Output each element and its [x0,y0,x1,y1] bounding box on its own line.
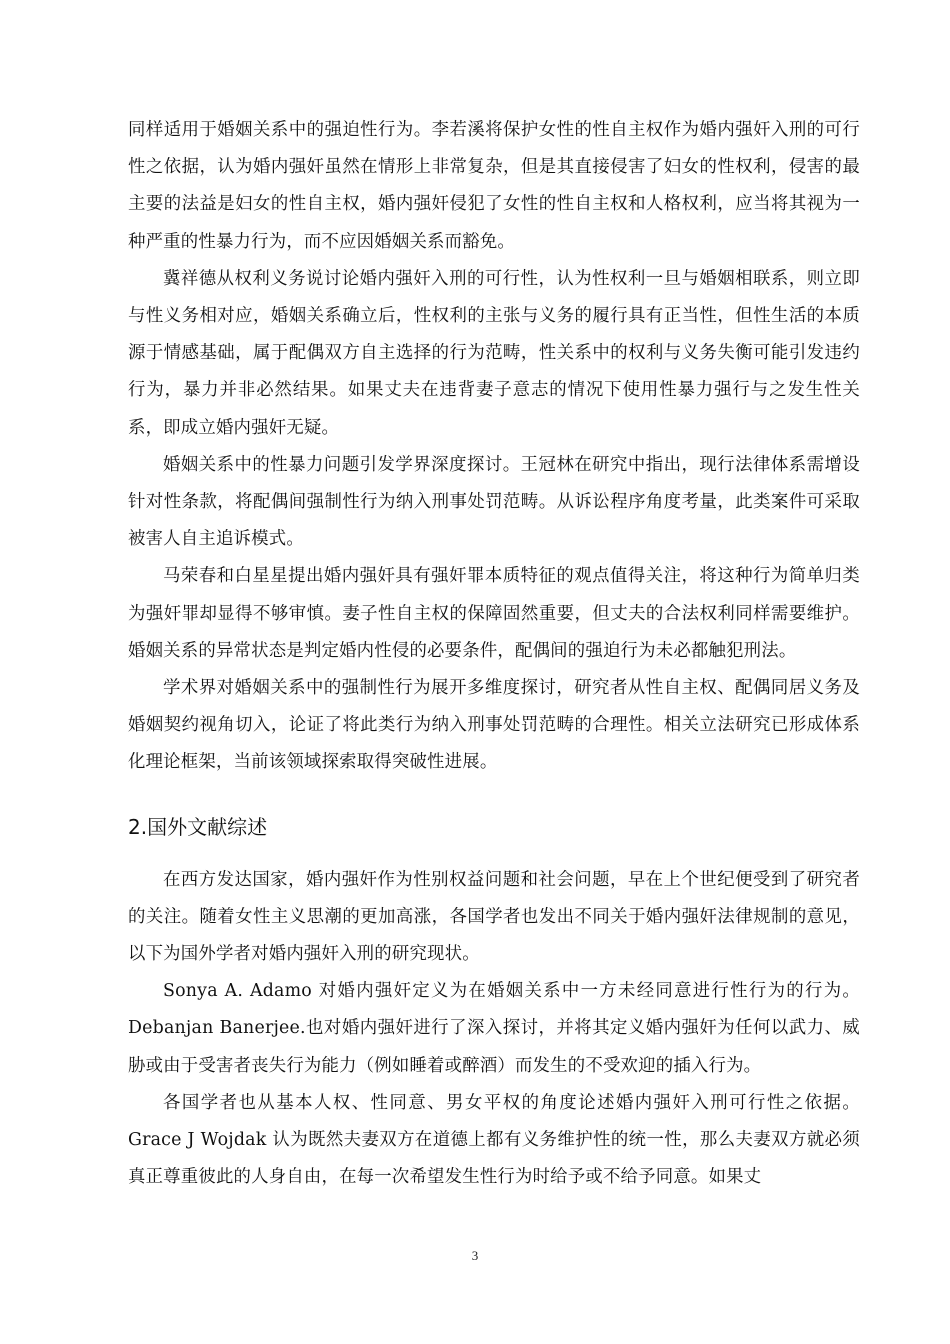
paragraph-4: 马荣春和白星星提出婚内强奸具有强奸罪本质特征的观点值得关注，将这种行为简单归类为强奸罪却显得不够审慎。妻子性自主权的保障固然重要，但丈夫的合法权利同样需要维护。婚姻关系的异常状态是判定婚内性侵的必要条件，配偶间的强迫行为未必都触犯刑法。 [128,566,860,661]
page-body [128,112,860,1196]
paragraph-8: 各国学者也从基本人权、性同意、男女平权的角度论述婚内强奸入刑可行性之依据。Grace J Wojdak 认为既然夫妻双方在道德上都有义务维护性的统一性，那么夫妻双方就必须真正尊重彼此的人身自由，在每一次希望发生性行为时给予或不给予同意。如果丈 [128,1092,860,1188]
paragraph-3: 婚姻关系中的性暴力问题引发学界深度探讨。王冠林在研究中指出，现行法律体系需增设针对性条款，将配偶间强制性行为纳入刑事处罚范畴。从诉讼程序角度考量，此类案件可采取被害人自主追诉模式。 [128,454,860,550]
paragraph-1: 同样适用于婚姻关系中的强迫性行为。李若溪将保护女性的性自主权作为婚内强奸入刑的可行性之依据，认为婚内强奸虽然在情形上非常复杂，但是其直接侵害了妇女的性权利，侵害的最主要的法益是妇女的性自主权，婚内强奸侵犯了女性的性自主权和人格权利，应当将其视为一种严重的性暴力行为，而不应因婚姻关系而豁免。 [128,120,860,252]
paragraph-7: Sonya A. Adamo 对婚内强奸定义为在婚姻关系中一方未经同意进行性行为的行为。Debanjan Banerjee.也对婚内强奸进行了深入探讨，并将其定义婚内强奸为任何以武力、威胁或由于受害者丧失行为能力（例如睡着或醉酒）而发生的不受欢迎的插入行为。 [128,981,860,1076]
paragraph-5: 学术界对婚姻关系中的强制性行为展开多维度探讨，研究者从性自主权、配偶同居义务及婚姻契约视角切入，论证了将此类行为纳入刑事处罚范畴的合理性。相关立法研究已形成体系化理论框架，当前该领域探索取得突破性进展。 [128,678,860,773]
paragraph-2: 冀祥德从权利义务说讨论婚内强奸入刑的可行性，认为性权利一旦与婚姻相联系，则立即与性义务相对应，婚姻关系确立后，性权利的主张与义务的履行具有正当性，但性生活的本质源于情感基础，属于配偶双方自主选择的行为范畴，性关系中的权利与义务失衡可能引发违约行为，暴力并非必然结果。如果丈夫在违背妻子意志的情况下使用性暴力强行与之发生性关系，即成立婚内强奸无疑。 [128,268,860,438]
page-number: 3 [471,1248,479,1263]
paragraph-6: 在西方发达国家，婚内强奸作为性别权益问题和社会问题，早在上个世纪便受到了研究者的关注。随着女性主义思潮的更加高涨，各国学者也发出不同关于婚内强奸法律规制的意见，以下为国外学者对婚内强奸入刑的研究现状。 [128,869,860,965]
section-heading: 2.国外文献综述 [128,814,268,839]
